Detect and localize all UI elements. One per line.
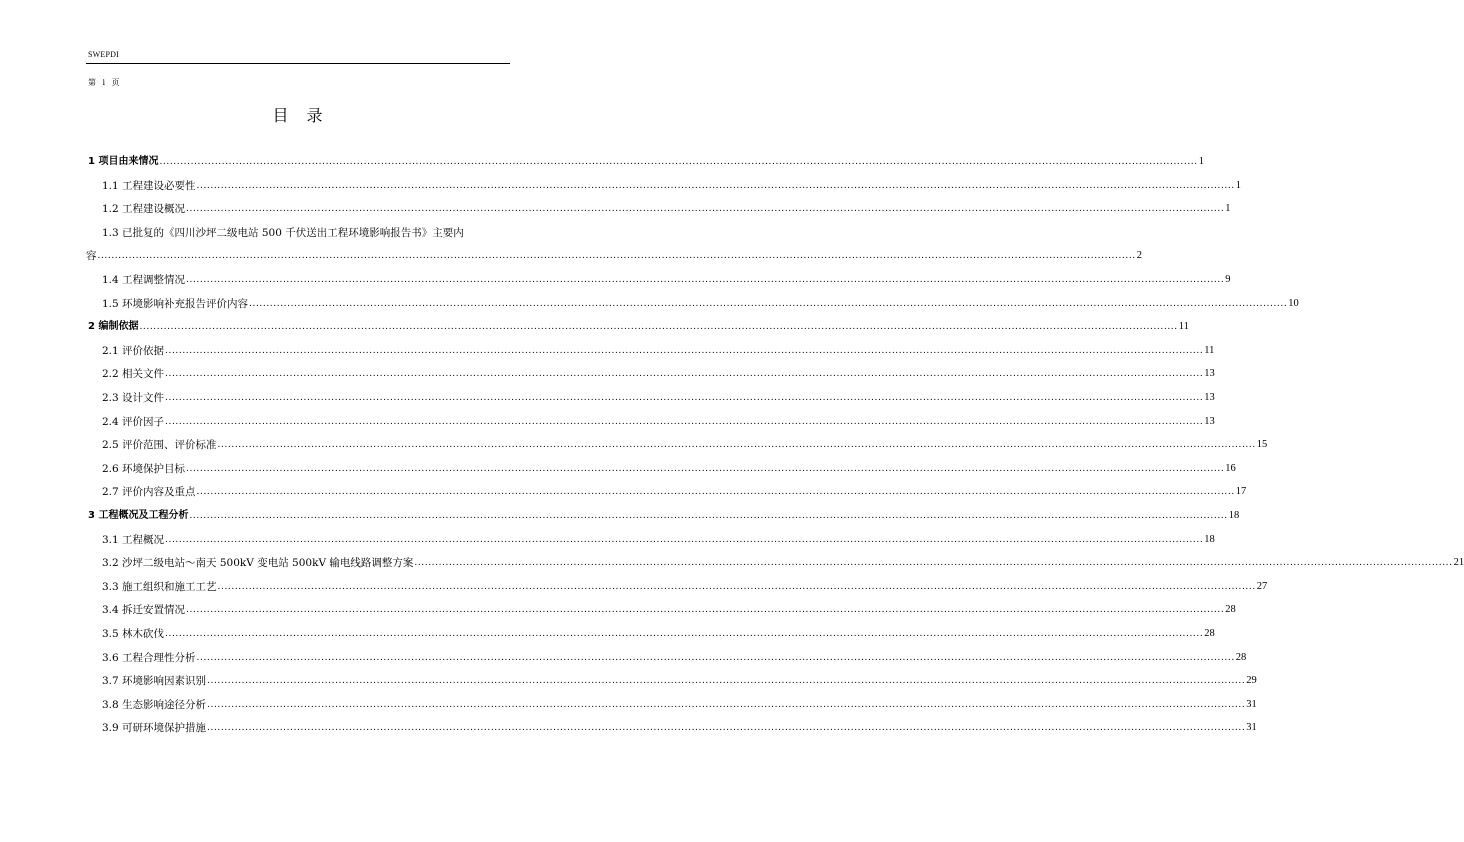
toc-entry[interactable] [86,248,1142,264]
toc-entry-label: 3.8 生态影响途径分析 [102,698,207,711]
toc-entry-page: 1 [1235,179,1242,191]
header-brand: SWEPDI [88,50,119,59]
toc-leader-dots: ............................................................................................................................................................................................................................................................................................................ [207,699,1246,710]
toc-entry-page: 16 [1225,462,1236,474]
toc-leader-dots: ............................................................................................................................................................................................................................................................................................................ [165,629,1204,639]
toc-entry-page: 29 [1246,675,1257,687]
toc-entry-label: 1.1 工程建设必要性 [102,179,196,192]
toc-entry-page: 1 [1198,156,1204,167]
toc-subsection-entry[interactable] [102,296,1299,312]
toc-entry-page: 28 [1204,628,1215,639]
page-title: 目录 [272,106,341,125]
toc-entry-page: 2 [1136,250,1142,262]
toc-subsection-entry[interactable] [102,414,1215,430]
toc-entry-label: 1 项目由来情况 [88,156,159,167]
toc-entry-label: 3.2 沙坪二级电站～南天 500kV 变电站 500kV 输电线路调整方案 [102,557,414,570]
toc-entry-label: 2.3 设计文件 [102,392,165,404]
toc-entry-label-line1: 1.3 已批复的《四川沙坪二级电站 500 千伏送出工程环境影响报告书》主要内 [102,226,464,239]
toc-entry-label: 2.2 相关文件 [102,368,165,381]
toc-entry-page: 11 [1178,321,1189,333]
toc-subsection-entry[interactable] [102,343,1215,359]
toc-entry-label: 容 [86,250,97,263]
toc-subsection-entry[interactable] [102,650,1247,666]
toc-entry-label: 3 工程概况及工程分析 [88,510,189,521]
toc-entry-label: 3.4 拆迁安置情况 [102,604,186,617]
toc-leader-dots: ............................................................................................................................................................................................................................................................................................................ [186,605,1225,616]
toc-subsection-entry[interactable] [102,532,1215,548]
toc-entry-page: 31 [1246,698,1257,710]
toc-leader-dots: ............................................................................................................................................................................................................................................................................................................ [207,676,1246,687]
toc-entry-label: 1.5 环境影响补充报告评价内容 [102,297,249,310]
toc-entry-page: 15 [1256,439,1268,451]
toc-entry-page: 27 [1256,580,1268,592]
toc-leader-dots: ............................................................................................................................................................................................................................................................................................................ [186,275,1225,285]
toc-subsection-entry[interactable] [102,390,1215,406]
toc-subsection-entry[interactable] [102,555,1464,571]
toc-leader-dots: ............................................................................................................................................................................................................................................................................................................ [139,322,1178,333]
toc-leader-dots: ............................................................................................................................................................................................................................................................................................................ [186,204,1225,215]
toc-leader-dots: ............................................................................................................................................................................................................................................................................................................ [217,440,1256,451]
toc-leader-dots: ............................................................................................................................................................................................................................................................................................................ [186,463,1225,474]
page-number-label: 第 i 页 [88,78,120,87]
toc-entry-label: 1.2 工程建设概况 [102,203,186,216]
toc-entry-page: 28 [1225,604,1236,616]
toc-subsection-entry[interactable] [102,626,1215,642]
toc-leader-dots: ............................................................................................................................................................................................................................................................................................................ [196,180,1235,191]
toc-subsection-entry[interactable] [102,579,1268,595]
toc-entry-label: 3.7 环境影响因素识别 [102,675,207,688]
toc-leader-dots: ............................................................................................................................................................................................................................................................................................................ [165,534,1204,545]
toc-subsection-entry[interactable] [102,484,1247,500]
header-rule [86,63,510,64]
toc-entry-page: 9 [1225,274,1231,285]
toc-entry-label: 3.1 工程概况 [102,533,165,546]
toc-subsection-entry[interactable] [102,437,1268,453]
toc-subsection-entry[interactable] [102,697,1257,713]
toc-leader-dots: ............................................................................................................................................................................................................................................................................................................ [165,369,1204,380]
toc-entry-page: 28 [1235,651,1247,663]
toc-section-entry[interactable] [88,508,1240,524]
toc-entry-page: 1 [1225,203,1231,215]
toc-section-entry[interactable] [88,319,1189,335]
toc-entry-label: 2.6 环境保护目标 [102,462,186,475]
toc-subsection-entry[interactable] [102,178,1242,194]
toc-entry-label: 2.4 评价因子 [102,415,165,428]
toc-subsection-entry[interactable] [102,366,1215,382]
toc-subsection-entry[interactable] [102,461,1236,477]
toc-entry-label: 2.7 评价内容及重点 [102,486,196,499]
toc-leader-dots: ............................................................................................................................................................................................................................................................................................................ [97,251,1136,262]
toc-leader-dots: ............................................................................................................................................................................................................................................................................................................ [196,487,1235,498]
toc-leader-dots: ............................................................................................................................................................................................................................................................................................................ [249,298,1288,309]
toc-entry-label: 2.5 评价范围、评价标准 [102,439,217,452]
toc-entry-page: 11 [1204,344,1215,356]
toc-entry-label: 3.3 施工组织和施工工艺 [102,580,217,593]
toc-leader-dots: ............................................................................................................................................................................................................................................................................................................ [196,652,1235,663]
toc-entry-page: 13 [1204,392,1215,403]
toc-entry-label: 3.6 工程合理性分析 [102,651,196,664]
toc-entry-page: 21 [1453,557,1464,569]
toc-leader-dots: ............................................................................................................................................................................................................................................................................................................ [189,511,1228,521]
toc-leader-dots: ............................................................................................................................................................................................................................................................................................................ [165,393,1204,403]
toc-leader-dots: ............................................................................................................................................................................................................................................................................................................ [159,157,1198,167]
toc-subsection-entry[interactable] [102,272,1231,288]
toc-entry-label: 1.4 工程调整情况 [102,274,186,286]
toc-entry-label: 2 编制依据 [88,321,139,333]
toc-leader-dots: ............................................................................................................................................................................................................................................................................................................ [207,723,1246,734]
toc-subsection-entry[interactable] [102,673,1257,689]
toc-entry-page: 10 [1288,297,1299,309]
toc-entry-label: 2.1 评价依据 [102,344,165,357]
toc-subsection-entry[interactable] [102,201,1231,217]
toc-entry-label: 3.9 可研环境保护措施 [102,722,207,735]
toc-subsection-entry[interactable] [102,720,1257,736]
toc-leader-dots: ............................................................................................................................................................................................................................................................................................................ [414,558,1453,569]
toc-entry-label: 3.5 林木砍伐 [102,628,165,640]
toc-leader-dots: ............................................................................................................................................................................................................................................................................................................ [217,581,1256,592]
toc-leader-dots: ............................................................................................................................................................................................................................................................................................................ [165,345,1204,356]
toc-entry-page: 18 [1204,533,1215,545]
toc-subsection-entry[interactable] [102,602,1236,618]
toc-leader-dots: ............................................................................................................................................................................................................................................................................................................ [165,416,1204,427]
toc-section-entry[interactable] [88,154,1204,170]
toc-entry-page: 18 [1228,510,1240,521]
toc-entry-page: 31 [1246,722,1257,734]
toc-entry-page: 17 [1235,486,1247,498]
toc-entry-page: 13 [1204,415,1215,427]
toc-entry-page: 13 [1204,368,1215,380]
